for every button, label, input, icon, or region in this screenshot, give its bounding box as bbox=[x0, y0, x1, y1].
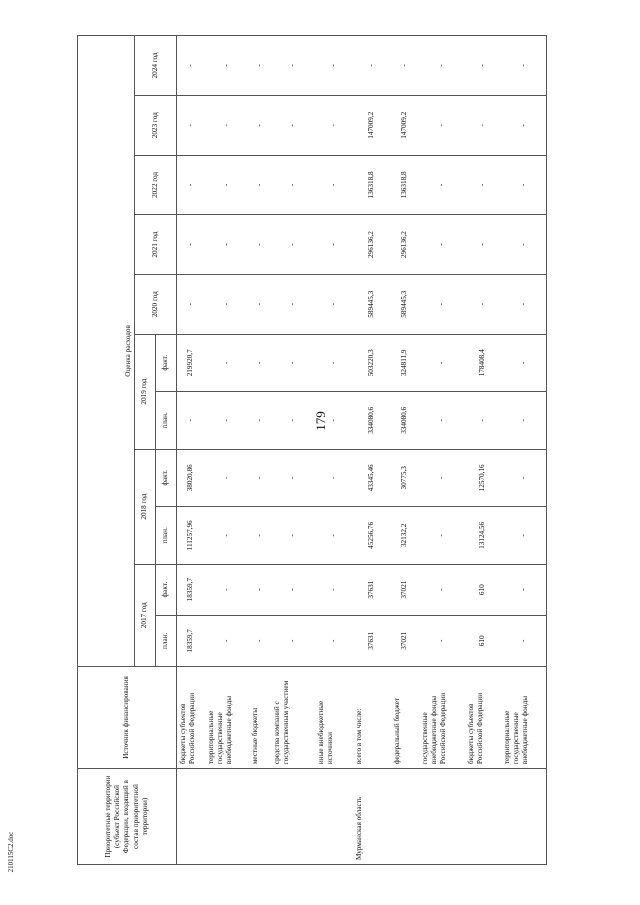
value-cell: - bbox=[271, 615, 315, 666]
value-cell: - bbox=[419, 449, 465, 507]
table-row bbox=[249, 36, 271, 865]
territory-cell bbox=[271, 769, 315, 865]
table-row bbox=[353, 36, 391, 865]
value-cell: - bbox=[177, 155, 205, 215]
value-cell: - bbox=[271, 155, 315, 215]
header-2019-plan: план. bbox=[156, 392, 177, 450]
territory-cell bbox=[315, 769, 353, 865]
value-cell: 589445,3 bbox=[391, 274, 419, 334]
territory-cell: Мурманская область bbox=[353, 769, 391, 865]
value-cell: - bbox=[315, 449, 353, 507]
value-cell: 37021 bbox=[391, 615, 419, 666]
header-source: Источник финансирования bbox=[78, 666, 177, 768]
value-cell: - bbox=[177, 95, 205, 155]
table-row bbox=[391, 36, 419, 865]
value-cell: - bbox=[315, 36, 353, 96]
value-cell: 147009,2 bbox=[353, 95, 391, 155]
value-cell: 13124,56 bbox=[465, 507, 501, 565]
value-cell: 589445,3 bbox=[353, 274, 391, 334]
value-cell: - bbox=[419, 564, 465, 615]
value-cell: 37631 bbox=[353, 615, 391, 666]
value-cell: - bbox=[249, 615, 271, 666]
value-cell: - bbox=[419, 215, 465, 275]
source-cell: средства компаний с государственным участием bbox=[271, 666, 315, 768]
value-cell: - bbox=[205, 564, 249, 615]
value-cell: 219920,7 bbox=[177, 334, 205, 392]
value-cell: - bbox=[249, 155, 271, 215]
value-cell: - bbox=[205, 274, 249, 334]
value-cell: - bbox=[177, 274, 205, 334]
value-cell: - bbox=[465, 95, 501, 155]
value-cell: 503220,3 bbox=[353, 334, 391, 392]
value-cell: 136318,8 bbox=[391, 155, 419, 215]
value-cell: - bbox=[249, 564, 271, 615]
header-2017-plan: план. bbox=[156, 615, 177, 666]
value-cell: - bbox=[501, 615, 547, 666]
value-cell: - bbox=[501, 95, 547, 155]
header-2019-fact: факт. bbox=[156, 334, 177, 392]
value-cell: - bbox=[271, 392, 315, 450]
header-year-2020: 2020 год bbox=[135, 274, 177, 334]
value-cell: - bbox=[465, 274, 501, 334]
value-cell: - bbox=[249, 274, 271, 334]
source-cell: бюджеты субъектов Российской Федерации bbox=[465, 666, 501, 768]
value-cell: 37021 bbox=[391, 564, 419, 615]
territory-cell bbox=[419, 769, 465, 865]
header-year-2019: 2019 год bbox=[135, 334, 156, 449]
value-cell: - bbox=[419, 334, 465, 392]
value-cell: - bbox=[271, 334, 315, 392]
value-cell: 178408,4 bbox=[465, 334, 501, 392]
value-cell: - bbox=[315, 392, 353, 450]
value-cell: - bbox=[249, 449, 271, 507]
value-cell: - bbox=[465, 392, 501, 450]
table-row bbox=[419, 36, 465, 865]
value-cell: 334080,6 bbox=[391, 392, 419, 450]
value-cell: - bbox=[501, 392, 547, 450]
value-cell: - bbox=[501, 215, 547, 275]
document-filename: 210115C2.doc bbox=[7, 831, 15, 873]
header-year-2023: 2023 год bbox=[135, 95, 177, 155]
table-row bbox=[315, 36, 353, 865]
header-2018-fact: факт. bbox=[156, 449, 177, 507]
source-cell: иные внебюджетные источники bbox=[315, 666, 353, 768]
value-cell: - bbox=[465, 215, 501, 275]
value-cell: - bbox=[501, 564, 547, 615]
header-estimate: Оценка расходов bbox=[78, 36, 135, 667]
header-year-2024: 2024 год bbox=[135, 36, 177, 96]
value-cell: 610 bbox=[465, 564, 501, 615]
value-cell: 12570,16 bbox=[465, 449, 501, 507]
value-cell: - bbox=[315, 95, 353, 155]
header-year-2021: 2021 год bbox=[135, 215, 177, 275]
value-cell: - bbox=[271, 36, 315, 96]
header-year-2018: 2018 год bbox=[135, 449, 156, 564]
value-cell: - bbox=[205, 449, 249, 507]
territory-cell bbox=[465, 769, 501, 865]
value-cell: - bbox=[249, 36, 271, 96]
value-cell: 111257,96 bbox=[177, 507, 205, 565]
header-territory: Приоритетные территории (субъект Российской Федерации, входящий в состав приоритетной территории) bbox=[78, 769, 177, 865]
value-cell: - bbox=[501, 274, 547, 334]
value-cell: - bbox=[315, 334, 353, 392]
value-cell: 610 bbox=[465, 615, 501, 666]
rotated-table-container bbox=[77, 35, 564, 865]
header-2017-fact: факт. bbox=[156, 564, 177, 615]
value-cell: - bbox=[205, 334, 249, 392]
value-cell: - bbox=[205, 392, 249, 450]
value-cell: - bbox=[315, 274, 353, 334]
value-cell: - bbox=[205, 36, 249, 96]
value-cell: - bbox=[249, 392, 271, 450]
value-cell: - bbox=[205, 215, 249, 275]
value-cell: - bbox=[419, 615, 465, 666]
value-cell: - bbox=[501, 507, 547, 565]
value-cell: 45256,76 bbox=[353, 507, 391, 565]
table-row bbox=[271, 36, 315, 865]
value-cell: - bbox=[501, 334, 547, 392]
value-cell: - bbox=[315, 507, 353, 565]
source-cell: государственные внебюджетные фонды Российской Федерации bbox=[419, 666, 465, 768]
value-cell: - bbox=[353, 36, 391, 96]
value-cell: - bbox=[177, 392, 205, 450]
value-cell: - bbox=[249, 215, 271, 275]
source-cell: территориальные государственные внебюджетные фонды bbox=[501, 666, 547, 768]
value-cell: 324811,9 bbox=[391, 334, 419, 392]
value-cell: - bbox=[271, 215, 315, 275]
territory-cell bbox=[501, 769, 547, 865]
value-cell: - bbox=[465, 36, 501, 96]
value-cell: - bbox=[419, 36, 465, 96]
value-cell: 147009,2 bbox=[391, 95, 419, 155]
table-row bbox=[205, 36, 249, 865]
value-cell: - bbox=[205, 615, 249, 666]
header-2018-plan: план. bbox=[156, 507, 177, 565]
territory-cell bbox=[177, 769, 205, 865]
value-cell: 38020,86 bbox=[177, 449, 205, 507]
value-cell: - bbox=[315, 155, 353, 215]
value-cell: - bbox=[249, 95, 271, 155]
page-number: 179 bbox=[313, 411, 328, 431]
value-cell: 30775,3 bbox=[391, 449, 419, 507]
value-cell: - bbox=[419, 95, 465, 155]
value-cell: - bbox=[205, 95, 249, 155]
value-cell: - bbox=[271, 274, 315, 334]
source-cell: всего в том числе: bbox=[353, 666, 391, 768]
table-row bbox=[465, 36, 501, 865]
value-cell: 37631 bbox=[353, 564, 391, 615]
value-cell: - bbox=[177, 215, 205, 275]
value-cell: - bbox=[205, 155, 249, 215]
source-cell: территориальные государственные внебюджетные фонды bbox=[205, 666, 249, 768]
value-cell: - bbox=[205, 507, 249, 565]
source-cell: бюджеты субъектов Российской Федерации bbox=[177, 666, 205, 768]
source-cell: федеральный бюджет bbox=[391, 666, 419, 768]
value-cell: - bbox=[419, 274, 465, 334]
value-cell: 18359,7 bbox=[177, 564, 205, 615]
header-year-2022: 2022 год bbox=[135, 155, 177, 215]
territory-cell bbox=[205, 769, 249, 865]
value-cell: - bbox=[465, 155, 501, 215]
expenditure-table bbox=[77, 35, 547, 865]
value-cell: - bbox=[501, 449, 547, 507]
value-cell: 334080,6 bbox=[353, 392, 391, 450]
value-cell: 32132,2 bbox=[391, 507, 419, 565]
value-cell: 18359,7 bbox=[177, 615, 205, 666]
value-cell: - bbox=[419, 155, 465, 215]
table-row bbox=[501, 36, 547, 865]
value-cell: - bbox=[249, 507, 271, 565]
value-cell: - bbox=[419, 392, 465, 450]
territory-cell bbox=[249, 769, 271, 865]
value-cell: - bbox=[271, 95, 315, 155]
value-cell: - bbox=[419, 507, 465, 565]
table-row bbox=[177, 36, 205, 865]
value-cell: - bbox=[501, 36, 547, 96]
value-cell: - bbox=[315, 564, 353, 615]
source-cell: местные бюджеты bbox=[249, 666, 271, 768]
value-cell: - bbox=[315, 615, 353, 666]
value-cell: - bbox=[271, 449, 315, 507]
value-cell: - bbox=[315, 215, 353, 275]
value-cell: - bbox=[177, 36, 205, 96]
value-cell: - bbox=[271, 564, 315, 615]
header-year-2017: 2017 год bbox=[135, 564, 156, 666]
value-cell: - bbox=[501, 155, 547, 215]
value-cell: 43345,46 bbox=[353, 449, 391, 507]
value-cell: 136318,8 bbox=[353, 155, 391, 215]
value-cell: - bbox=[249, 334, 271, 392]
value-cell: - bbox=[271, 507, 315, 565]
value-cell: - bbox=[391, 36, 419, 96]
value-cell: 296136,2 bbox=[353, 215, 391, 275]
territory-cell bbox=[391, 769, 419, 865]
value-cell: 296136,2 bbox=[391, 215, 419, 275]
